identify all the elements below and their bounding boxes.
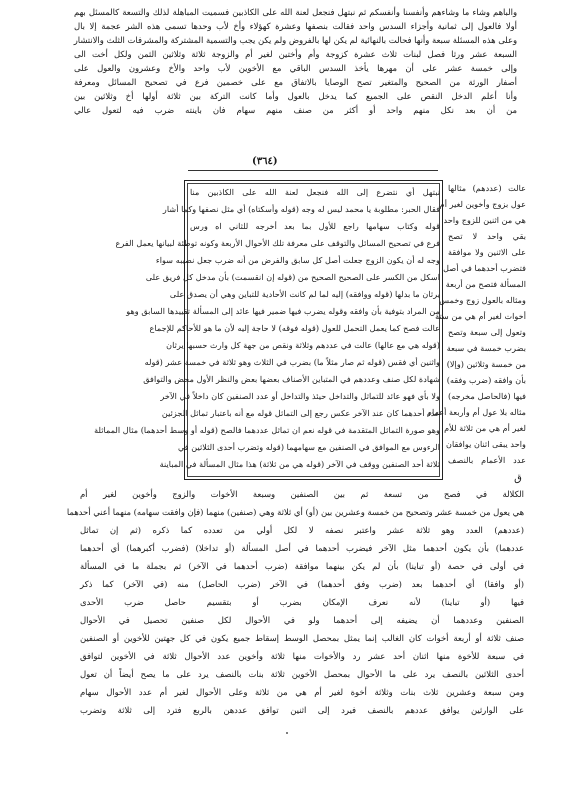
bottom-line: ومن سبعة وعشرين ثلاث بنات وثلاثة أخوة لغير أم هي من ثلاثة وعلى الأحوال لغير أم عدد الأحوال سهام	[80, 687, 524, 697]
top-line: وأنا أعلم الدخل النقص على الجميع كما يدخل بالعول وأما كانت التركة بين ثلاثة أولها أخ وثلاثين بين	[74, 91, 517, 101]
top-line: أصفار الورثة من الصحيح والمتغير تصح الوصايا بالاتفاق مع على خصمين فرع في تصحيح المسائل ومعرفة	[74, 77, 517, 87]
bottom-line: على الوارثين يوافق عددهم بالنصف فيرد إلى اثنين توافق عددهن بالربع فترد إلى ثلاثة وتضرب	[80, 705, 524, 715]
commentary-line: الرءوس مع الموافق في الصنفين مع سهامهما (قوله وتضرب أحدى الثلاثين في	[177, 442, 440, 452]
page-number: (٣٦٤)	[252, 156, 278, 167]
commentary-line: فقال الحبر: مطلوبة يا محمد ليس له وجه (قوله وأسكتاه) أي مثل نصفها وكما أشار	[162, 204, 440, 214]
bottom-line: الكلالة في فصح من تسعة ثم بين الصنفين وسبعة الأخوات والزوج وأخوين لغير أم	[80, 489, 524, 499]
bottom-line: صنف ثلاثة أو أربعة أخوات كان الغالب إنما يمثل بمحصل الوسط إسقاط جميع يكون في كل جهتين للأخوين أو الصنفين	[80, 633, 524, 643]
main-line: بقي واحد لا تصح	[448, 231, 526, 241]
main-line: هي من اثنين للزوج واحد	[443, 215, 526, 225]
commentary-line: نبتهل أي نتضرع إلى الله فنجعل لعنة الله على الكاذبين منا	[190, 187, 440, 197]
main-line: على الاثنين ولا موافقة	[448, 247, 526, 257]
main-line: لغير أم هي من ثلاثة للأم	[444, 423, 526, 433]
main-line: بضرب خمسة في سبعة	[446, 343, 526, 353]
main-line: بأن وافقه (ضرب وفقه)	[446, 375, 526, 385]
commentary-line: ولا بأي فهو عائد للتماثل والتداخل حيئذ والتداخل أو عدد الصنفين كان داخلاً في الآخر	[160, 391, 440, 401]
bottom-line: (عددهم) العدد وهو ثلاثة عشر واعتبر نصفه لا لكل أولي من تعدده كما ذكره (ثم إن تماثل	[80, 525, 524, 535]
footnote-mark: ق	[514, 473, 522, 484]
top-line: من أن بعد نكل منهم واحد أو أكثر من صنف منهم سهام فان باينته ضرب فيه لتعول عالي	[74, 105, 517, 115]
commentary-line: وجه له أن يكون الزوج جعلت أصل كل سابق والفرض من أنه ضرب جعل نصيبه سواء	[155, 255, 440, 265]
commentary-line: يرثان ما بدلها (قوله ووافقه) إليه لما لم كانت الأحادية للتباين وهي أن يصدق على	[169, 289, 440, 299]
bottom-line: هي يعول من خمسة عشر وتصحيح من خمسة وعشرين بين (أو) أي ثلاثة وهي (صنفين) منهما (فإن وافقت سهامه) منهما أعني أحدهما	[66, 507, 524, 517]
main-line: واحد يبقى اثنان يوافقان	[446, 439, 526, 449]
main-line: المسألة فتصح من أربعة	[445, 279, 526, 289]
section-divider	[188, 170, 438, 171]
main-line: وتعول إلى سبعة وتصح	[448, 327, 526, 337]
main-line: عالت (عددهم) مثالها	[448, 183, 526, 193]
top-line: والباهم وشاء ما وشاءهم وأنفسنا وأنفسكم ثم نبتهل فنجعل لعنة الله على الكاذبين فسميت المباهلة لذلك والتسعة كالمسئل بهم	[74, 7, 517, 17]
commentary-line: (قوله هي مع عالها) عالت في عددهم وثلاثة ونقص من جهة كل وارث حسبها يرثان	[166, 340, 440, 350]
main-line: فتضرب أحدهما في أصل	[443, 263, 526, 273]
main-line: عول بزوج وأخوين لغير أم	[439, 199, 526, 209]
bottom-line: عددهما) بأن يكون أحدهما مثل الآخر فيضرب أحدهما في أصل المسألة (أو تداخلا) (فضرب أكبرهما) أي أحدهما	[80, 543, 524, 553]
top-line: أولا فالعول إلى ثمانية وأجزاء السدس واحد فقالت بنصفها وعشرة كهؤلاء وأخ لأب وحدها تسمى هذه الشر عجمة إلا بال	[74, 21, 517, 31]
main-line: عدد الأعمام بالنصف	[448, 455, 526, 465]
bottom-line: فيها (أو تباينا) لأنه نعرف الإمكان بضرب أو بتقسيم حاصل ضرب الأحدى	[80, 597, 524, 607]
commentary-line: فرع في تصحيح المسائل والتوقف على معرفة تلك الأحوال الأربعة وكونه توطئة لبيانها يعمل الفرع	[115, 238, 440, 248]
main-line: ومثاله بالعول زوج وخمس	[439, 295, 526, 305]
bottom-line: (أو وافقا) أي أحدهما بعد (ضرب وفق أحدهما) في الآخر (ضرب الحاصل) منه (في الآخر) كما ذكر	[80, 579, 524, 589]
commentary-line: واثنين أي فقس (قوله ثم صار مثلاً ما) بضرب في الثلاث وهو ثلاثة في خمسة عشر (قوله	[144, 357, 440, 367]
top-line: وإلى خمسة عشر على أن مهرها يأخذ السدس الباقي مع الأخوين لأب واحد والأخ وعشرون والعول على	[74, 63, 517, 73]
bottom-line: أحدى الثلاثين بالنصف يرد على ما الأحوال بمحصل الأخوين ثلاثة بنات بالنصف يرد على ما يصح أيضاً أن تعول	[80, 669, 524, 679]
bottom-line: الصنفين وعددهما أن يضيفه إلى أحدهما ولو في الأحوال لكل صنفين تحصيل في الأحوال	[80, 615, 524, 625]
top-line: السبعة عشر ورثا فصل لبنات ثلاث عشرة كزوجة وأم وأختين لغير أم والزوجة ثلاثة وثلاثين الثمن ولكل أخت الى	[74, 49, 517, 59]
main-line: فيها (فالحاصل مخرجه)	[448, 391, 526, 401]
commentary-line: شهادة لكل صنف وعددهم في المتباين الأصناف بعضها بعض والنظر الأول محض والتوافق	[143, 374, 440, 384]
commentary-line: من المراد بتوفية بأن وافقه وقوله يضرب فيها ضمير فيها عائد إلى المسألة تقييدها السابق وهو	[126, 306, 440, 316]
main-line: أخوات لغير أم هي من ستة	[435, 311, 526, 321]
commentary-line: عالت فصح كما يعمل التحمل للعول (قوله فوقه) لا حاجة إليه لأن ما هو للأحاكم للإجماع	[149, 323, 440, 333]
main-line: من خمسة وثلاثين (وإلا)	[446, 359, 526, 369]
commentary-line: وهو صورة التماثل المتقدمة في قوله نعم ان تماثل عددهما فالصح (قوله أو وسط أحدهما) مثال المماثلة	[94, 425, 440, 435]
commentary-line: قوله وكتاب سهامها راجع للأول بما بعد أخرجه للثاني اه ورس	[190, 221, 440, 231]
commentary-line: عدد أحدهما كان عند الآخر عكس رجع إلى التماثل قوله مع أنه باعتبار تماثل الجزئين	[161, 408, 440, 418]
bottom-line: في أولى في حصة (أو تباينا) بأن لم يكن بينهما موافقة (ضرب أحدهما في الآخر) ثم بجملة ما في المسألة	[80, 561, 524, 571]
scan-speck	[286, 732, 288, 734]
top-line: وعلى هذه المسئلة سبعة وأنها فحالت بالنهائية لم يكن لها بالفروض ولم يكن يجب والتسمية المشتركة والمشرفات الثلث والانتشار	[73, 35, 517, 45]
commentary-line: اسكل من الكسر على الصحيح الصحيح من (قوله إن انقسمت) بأن مدخل كل فريق على	[145, 272, 440, 282]
commentary-line: ثلاثة أحد الصنفين ووقف في الآخر (قوله هي من ثلاثة) هذا مثال المسألة في المباينة	[159, 459, 440, 469]
main-line: مثاله بلا عول أم وأربعة أعمام	[426, 407, 526, 417]
bottom-line: في سبعة للأخوة منها اثنان أحد عشر رد والأخوات منها ثلاثة وأخوين عدد الأحوال ثلاثة في الأخوين لتوافق	[80, 651, 524, 661]
